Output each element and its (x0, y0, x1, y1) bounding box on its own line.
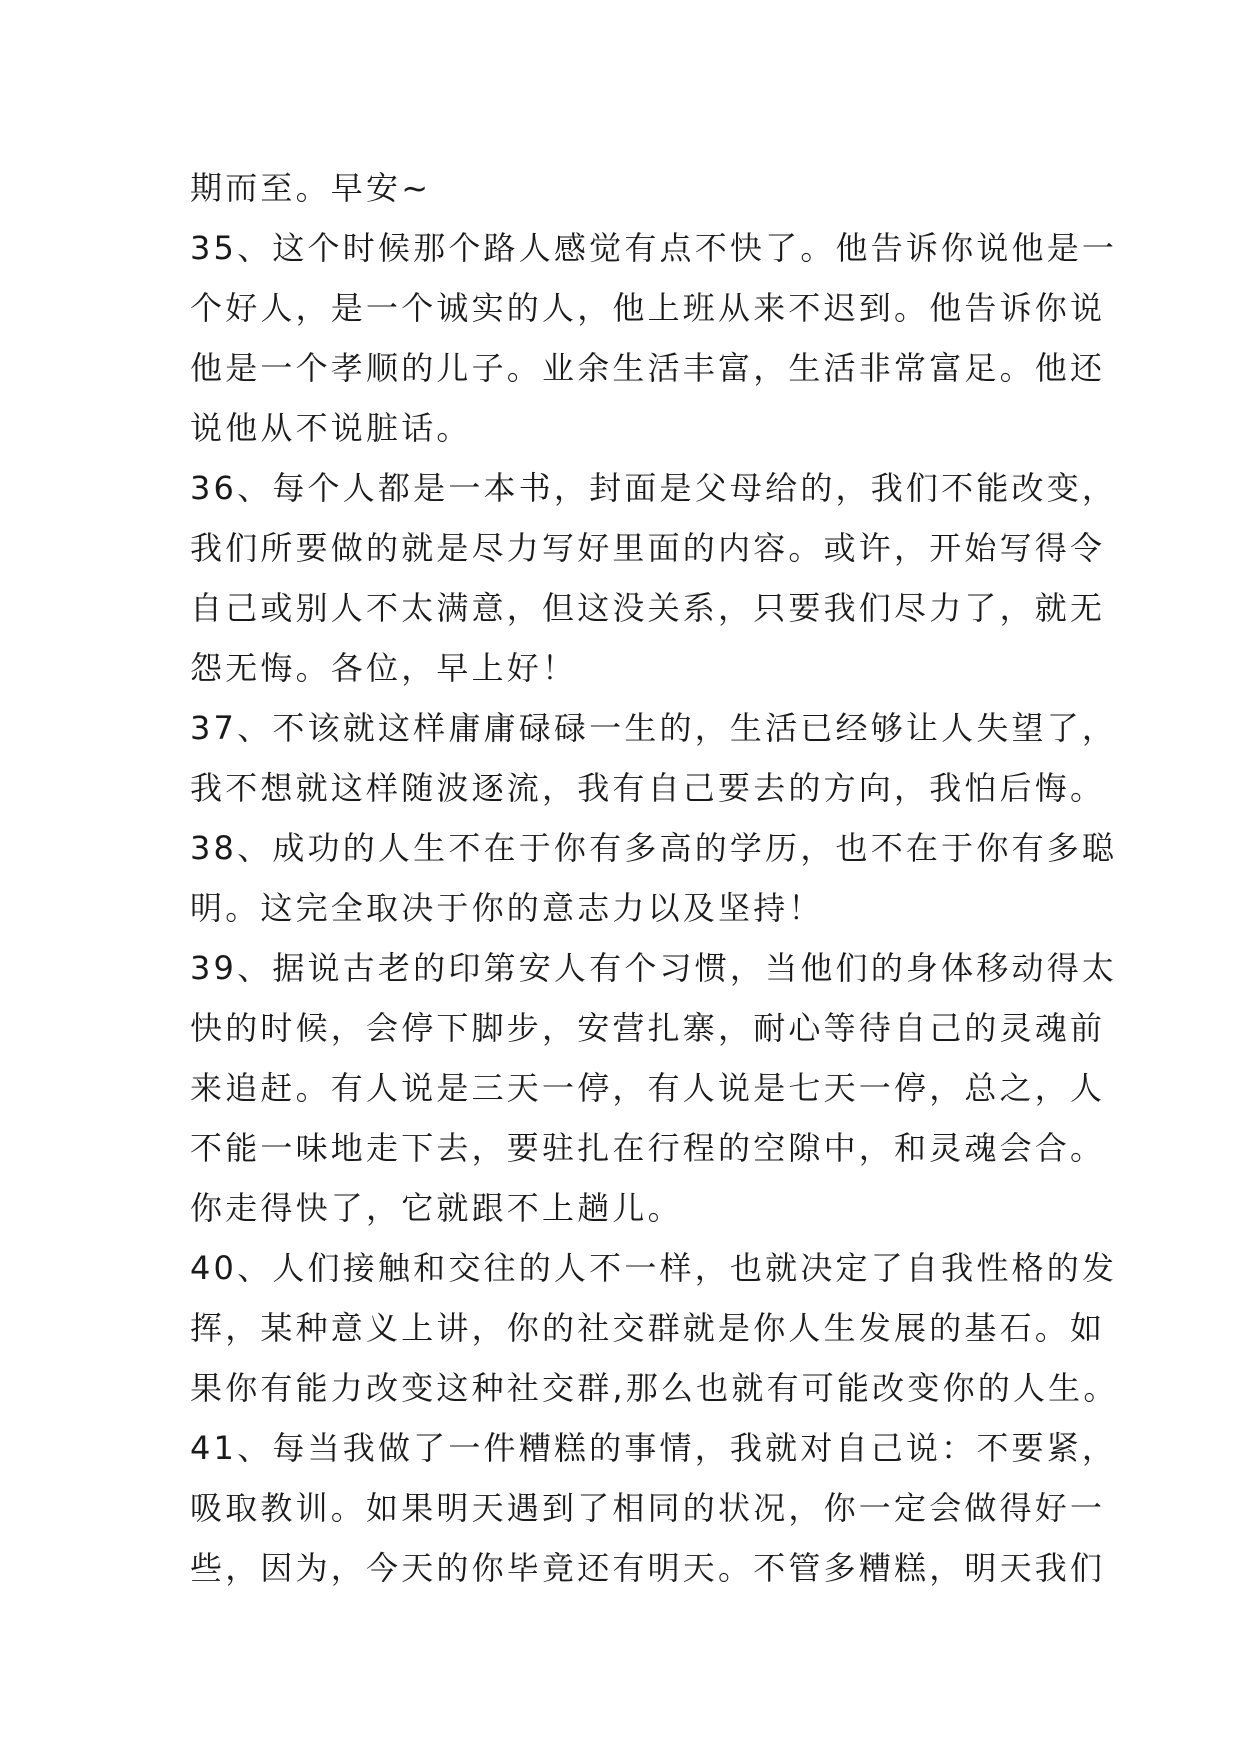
text-line: 自己或别人不太满意，但这没关系，只要我们尽力了，就无 (190, 589, 1106, 627)
text-line: 38、成功的人生不在于你有多高的学历，也不在于你有多聪 (190, 829, 1118, 867)
text-line: 吸取教训。如果明天遇到了相同的状况，你一定会做得好一 (190, 1489, 1106, 1527)
text-line: 期而至。早安~ (190, 169, 432, 207)
text-line: 35、这个时候那个路人感觉有点不快了。他告诉你说他是一 (190, 229, 1118, 267)
text-line: 些，因为，今天的你毕竟还有明天。不管多糟糕，明天我们 (190, 1549, 1106, 1587)
text-line: 不能一味地走下去，要驻扎在行程的空隙中，和灵魂会合。 (190, 1129, 1106, 1167)
text-line: 个好人，是一个诚实的人，他上班从来不迟到。他告诉你说 (190, 289, 1106, 327)
text-line: 说他从不说脏话。 (190, 409, 472, 447)
document-body (190, 158, 1119, 1598)
text-line: 我不想就这样随波逐流，我有自己要去的方向，我怕后悔。 (190, 769, 1106, 807)
text-line: 40、人们接触和交往的人不一样，也就决定了自我性格的发 (190, 1249, 1118, 1287)
text-line: 来追赶。有人说是三天一停，有人说是七天一停，总之，人 (190, 1069, 1106, 1107)
text-line: 挥，某种意义上讲，你的社交群就是你人生发展的基石。如 (190, 1309, 1106, 1347)
text-line: 怨无悔。各位，早上好！ (190, 649, 578, 687)
text-line: 39、据说古老的印第安人有个习惯，当他们的身体移动得太 (190, 949, 1118, 987)
text-line: 我们所要做的就是尽力写好里面的内容。或许，开始写得令 (190, 529, 1106, 567)
text-line: 你走得快了，它就跟不上趟儿。 (190, 1189, 683, 1227)
text-line: 果你有能力改变这种社交群,那么也就有可能改变你的人生。 (190, 1369, 1119, 1407)
text-line: 37、不该就这样庸庸碌碌一生的，生活已经够让人失望了， (190, 709, 1118, 747)
text-line: 他是一个孝顺的儿子。业余生活丰富，生活非常富足。他还 (190, 349, 1106, 387)
text-line: 36、每个人都是一本书，封面是父母给的，我们不能改变， (190, 469, 1118, 507)
text-line: 41、每当我做了一件糟糕的事情，我就对自己说：不要紧， (190, 1429, 1118, 1467)
text-line: 快的时候，会停下脚步，安营扎寨，耐心等待自己的灵魂前 (190, 1009, 1106, 1047)
text-line: 明。这完全取决于你的意志力以及坚持！ (190, 889, 824, 927)
